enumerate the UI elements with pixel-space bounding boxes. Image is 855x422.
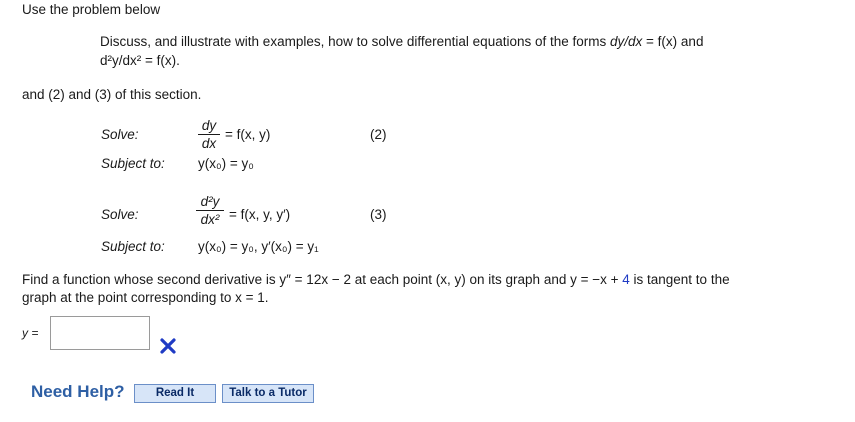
section-reference: and (2) and (3) of this section. [22,87,202,102]
problem-line-1 [22,272,730,287]
eq3-solve-label: Solve: [101,207,139,222]
eq2-number: (2) [370,127,387,142]
eq3-subject-label: Subject to: [101,239,165,254]
discuss-line-2: d²y/dx² = f(x). [100,53,180,68]
eq2-denominator: dx [201,136,217,151]
problem-text-d: is tangent to the [629,272,730,287]
eq3-rhs: = f(x, y, y′) [229,207,291,222]
eq3-condition: y(x₀) = y₀, y′(x₀) = y₁ [198,239,319,254]
eq2-solve-label: Solve: [101,127,139,142]
problem-line-2: graph at the point corresponding to x = 1. [22,290,269,305]
discuss-prefix: Discuss, and illustrate with examples, how to solve differential equations of the forms [100,34,611,49]
eq2-condition: y(x₀) = y₀ [198,156,254,171]
eq2-subject-label: Subject to: [101,156,165,171]
instruction-text: Use the problem below [22,2,161,17]
discuss-line-1 [100,34,703,49]
discuss-eq: = f(x) and [642,34,704,49]
talk-to-tutor-button[interactable] [222,384,314,403]
problem-highlight-number: 4 [622,272,630,287]
eq2-rhs: = f(x, y) [225,127,271,142]
eq3-numerator: d²y [200,194,220,209]
problem-text-b: y″ = 12x − 2 at each point (x, y) on its graph and [279,272,571,287]
eq2-numerator: dy [201,118,217,133]
problem-text-c: y = −x + [570,272,623,287]
eq3-fraction [196,194,224,227]
read-it-button[interactable] [134,384,216,403]
eq2-fraction [198,118,220,151]
need-help-label: Need Help? [31,382,125,401]
problem-text-a: Find a function whose second derivative is [22,272,280,287]
answer-label: y = [22,326,39,340]
eq3-denominator: dx² [200,212,220,227]
incorrect-x-icon [160,338,176,354]
eq3-number: (3) [370,207,387,222]
discuss-form: dy/dx [610,34,643,49]
talk-to-tutor-label: Talk to a Tutor [229,387,307,399]
answer-input[interactable] [50,316,150,350]
read-it-label: Read It [155,387,195,399]
